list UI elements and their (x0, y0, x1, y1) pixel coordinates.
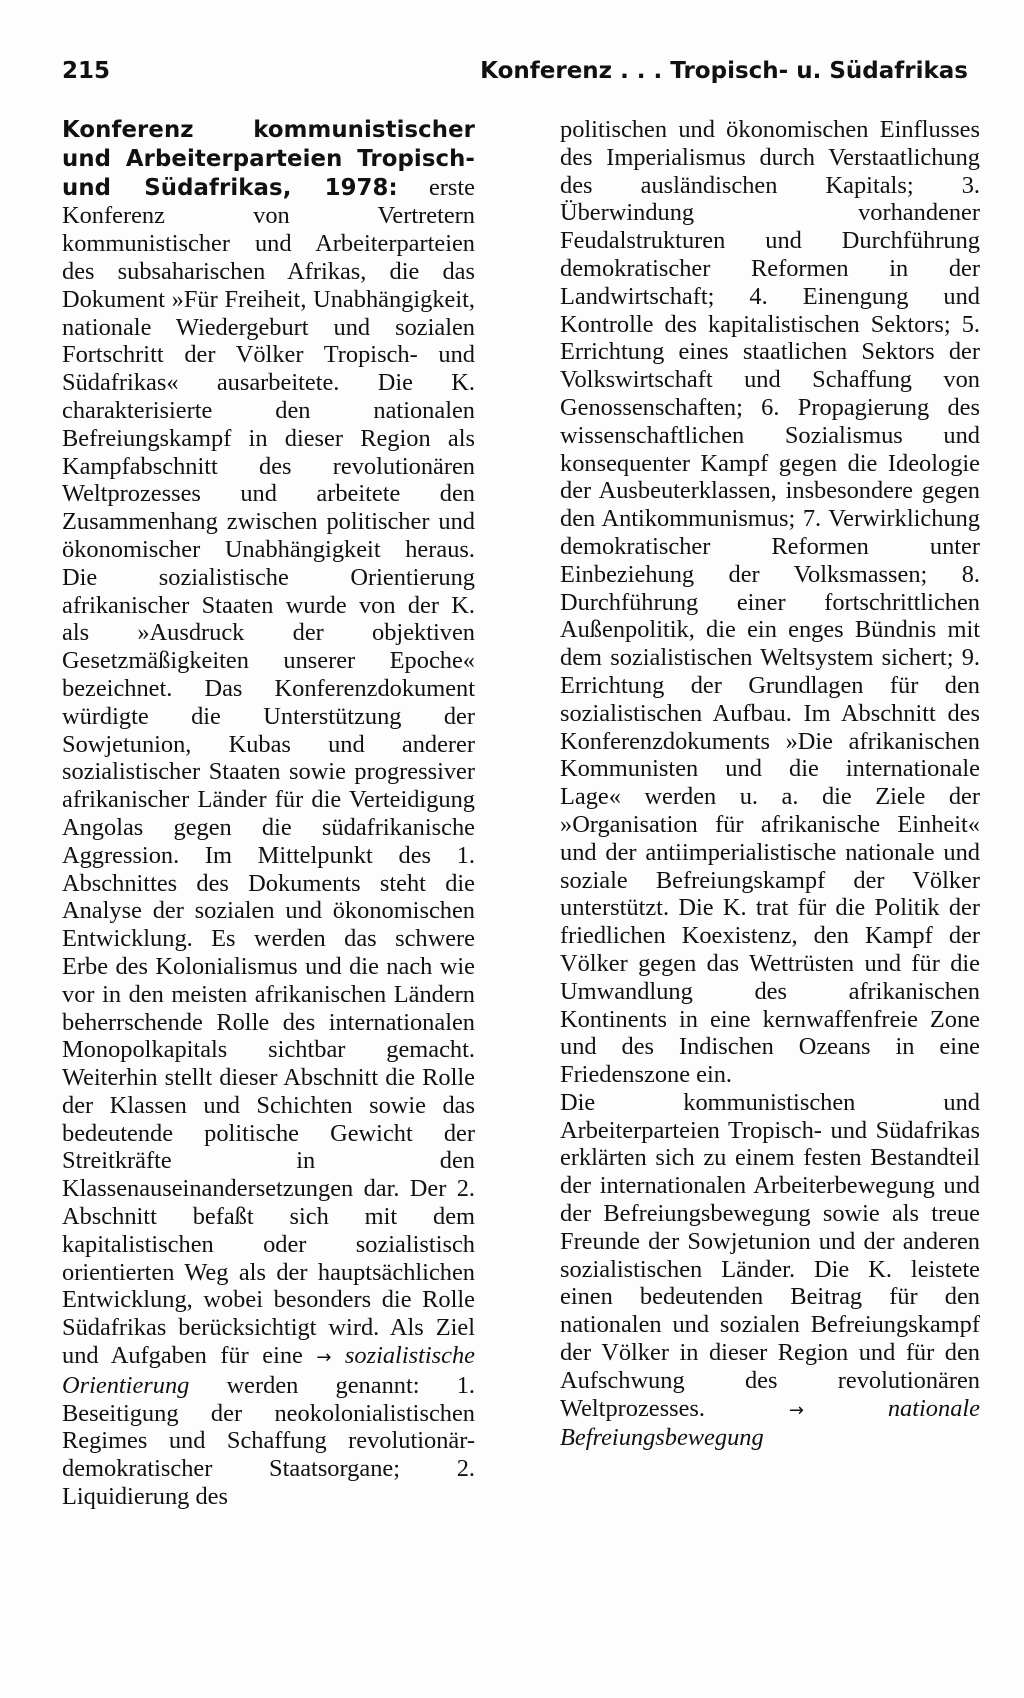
entry-body-text-4: Die kommunistischen und Arbeiterparteien Tropisch- und Südafrikas erklärten sich zu einem festen Bestandteil der internationalen Arbeiterbewegung und der Befreiungsbewegung sowie als treue Freunde der Sowjetunion und der anderen sozialistischen Länder. Die K. leistete einen bedeutenden Beitrag für den nationalen und sozialen Befreiungskampf der Völker in dieser Region und für den Aufschwung des revolutionären Weltprozesses. (560, 1088, 980, 1422)
running-head: Konferenz . . . Tropisch- u. Südafrikas (480, 58, 968, 84)
entry-body-text-1: erste Konferenz von Vertretern kommunistischer und Arbeiterparteien des subsaharischen Afrikas, die das Dokument »Für Freiheit, Unabhängigkeit, nationale Wiedergeburt und sozialen Fortschritt der Völker Tropisch- und Südafrikas« ausarbeitete. Die K. charakterisierte den nationalen Befreiungskampf in dieser Region als Kampfabschnitt des revolutionären Weltprozesses und arbeitete den Zusammenhang zwischen politischer und ökonomischer Unabhängigkeit heraus. Die sozialistische Orientierung afrikanischer Staaten wurde von der K. als »Ausdruck der objektiven Gesetzmäßigkeiten unserer Epoche« bezeichnet. Das Konferenzdokument würdigte die Unterstützung der Sowjetunion, Kubas und anderer sozialistischer Staaten sowie progressiver afrikanischer Länder für die Verteidigung Angolas gegen die südafrikanische Aggression. Im Mittelpunkt des 1. Abschnittes des Dokuments steht die Analyse der sozialen und ökonomischen Entwicklung. Es werden das schwere Erbe des Kolonialismus und die nach wie vor in den meisten afrikanischen Ländern beherrschende Rolle des internationalen Monopolkapitals sichtbar gemacht. Weiterhin stellt dieser Abschnitt die Rolle der Klassen und Schichten sowie das bedeutende politische Gewicht der Streitkräfte in den Klassenauseinandersetzungen dar. Der 2. Abschnitt befaßt sich mit dem kapitalistischen oder sozialistisch orientierten Weg als der hauptsächlichen Entwicklung, wobei besonders die Rolle Südafrikas berücksichtigt wird. Als Ziel und Aufgaben für eine (62, 173, 475, 1370)
right-column (560, 116, 980, 1596)
entry-headword: Konferenz kommunistischer und Arbeiterparteien Tropisch- und Südafrikas, 1978: (62, 117, 475, 201)
left-column (62, 116, 475, 1511)
entry-paragraph-3 (560, 1089, 980, 1452)
cross-reference-link[interactable]: nationale Befreiungsbewegung (560, 1394, 980, 1452)
entry-paragraph-2 (560, 116, 980, 1089)
cross-reference-arrow-icon: → (788, 1399, 804, 1421)
entry-body-text-3: politischen und ökonomischen Einflusses des Imperialismus durch Verstaatlichung des ausländischen Kapitals; 3. Überwindung vorhandener Feudalstrukturen und Durchführung demokratischer Reformen in der Landwirtschaft; 4. Einengung und Kontrolle des kapitalistischen Sektors; 5. Errichtung eines staatlichen Sektors der Volkswirtschaft und Schaffung von Genossenschaften; 6. Propagierung des wissenschaftlichen Sozialismus und konsequenter Kampf gegen die Ideologie der Ausbeuterklassen, insbesondere gegen den Antikommunismus; 7. Verwirklichung demokratischer Reformen unter Einbeziehung der Volksmassen; 8. Durchführung einer fortschrittlichen Außenpolitik, die ein enges Bündnis mit dem sozialistischen Weltsystem sichert; 9. Errichtung der Grundlagen für den sozialistischen Aufbau. Im Abschnitt des Konferenzdokuments »Die afrikanischen Kommunisten und die internationale Lage« werden u. a. die Ziele der »Organisation für afrikanische Einheit« und der antiimperialistische nationale und soziale Befreiungskampf der Völker unterstützt. Die K. trat für die Politik der friedlichen Koexistenz, den Kampf der Völker gegen das Wettrüsten und für die Umwandlung des afrikanischen Kontinents in eine kernwaffenfreie Zone und des Indischen Ozeans in eine Friedenszone ein. (560, 116, 980, 1089)
cross-reference-arrow-icon: → (316, 1347, 332, 1369)
page-header (62, 58, 968, 98)
page-number: 215 (62, 58, 111, 84)
cross-reference-link[interactable]: sozialistische Orientierung (62, 1342, 475, 1399)
entry-body-text-2: werden genannt: 1. Beseitigung der neokolonialistischen Regimes und Schaffung revolutionär-demokratischer Staatsorgane; 2. Liquidierung des (62, 1371, 475, 1511)
entry-paragraph-1 (62, 116, 475, 1511)
